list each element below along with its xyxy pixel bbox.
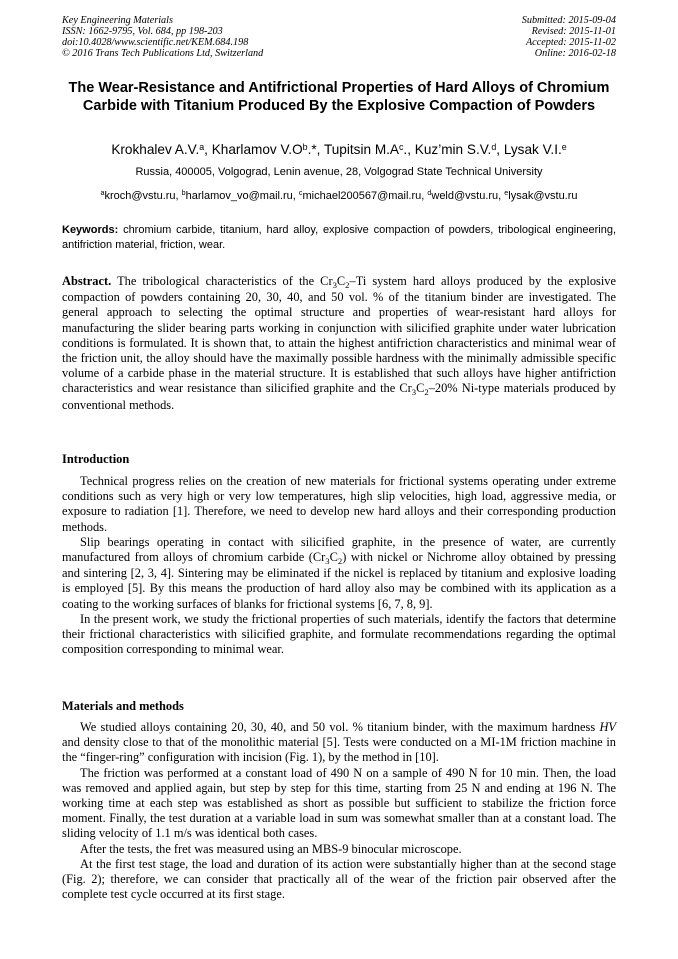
- paragraph-text: C: [329, 550, 338, 565]
- author-sup: e: [561, 141, 567, 152]
- author-sep: .,: [403, 142, 415, 157]
- keywords: [62, 223, 616, 253]
- email-link[interactable]: kroch@vstu.ru,: [104, 190, 182, 202]
- author-name: Kharlamov V.O: [211, 142, 303, 157]
- author-name: Tupitsin M.A: [323, 142, 399, 157]
- email-sup: b: [181, 189, 186, 198]
- author-name: Kuz’min S.V.: [414, 142, 492, 157]
- introduction-heading: Introduction: [62, 452, 130, 466]
- subscript: 2: [345, 279, 350, 290]
- subscript: 2: [424, 387, 429, 398]
- abstract-label: Abstract.: [62, 274, 112, 288]
- corresponding-mark: .*: [307, 142, 317, 157]
- paragraph-text: Slip bearings operating in contact with silicified graphite, in the presence of water, are currently manufactured from alloys of chromium carbide (Cr: [62, 534, 616, 565]
- email-sup: e: [504, 189, 509, 198]
- paragraph: In the present work, we study the frictional properties of such materials, identify the factors that determine their frictional characteristics with silicified graphite, and formulate recommendations regarding the optimal composition corresponding to minimal wear.: [62, 611, 616, 657]
- paragraph: The friction was performed at a constant load of 490 N on a sample of 490 N for 10 min. Then, the load was removed and applied again, but step by step for this time, starting from 25 N and ending at 196 N. The working time at each step was established as short as possible but sufficient to stabilize the friction force moment. Finally, the test duration at a variable load in sum was somewhat smaller than at a constant load. The sliding velocity of 1.1 m/s was identical both cases.: [62, 765, 616, 841]
- paragraph: After the tests, the fret was measured using an MBS-9 binocular microscope.: [80, 841, 462, 856]
- email-link[interactable]: harlamov_vo@mail.ru,: [185, 190, 299, 202]
- email-list: [40, 189, 638, 204]
- date-accepted: Accepted: 2015-11-02: [525, 37, 616, 48]
- author-list: [40, 141, 638, 160]
- abstract-text: The tribological characteristics of the Cr: [117, 274, 333, 288]
- journal-header: [62, 15, 263, 59]
- author-sep: ,: [496, 142, 504, 157]
- abstract: [62, 274, 616, 413]
- paragraph: [62, 720, 616, 766]
- author-sep: ,: [204, 142, 212, 157]
- abstract-text: C: [416, 381, 425, 396]
- journal-issn: ISSN: 1662-9795, Vol. 684, pp 198-203: [62, 26, 223, 37]
- abstract-text: –20% Ni-type materials produced by conventional methods.: [62, 381, 616, 412]
- keywords-label: Keywords:: [62, 224, 119, 236]
- author-sup: a: [199, 141, 205, 152]
- author-sup: b: [302, 141, 308, 152]
- date-online: Online: 2016-02-18: [534, 48, 616, 59]
- paper-title: The Wear-Resistance and Antifrictional Properties of Hard Alloys of Chromium Carbide with Titanium Produced By the Explosive Compaction of Powders: [68, 80, 610, 114]
- subscript: 2: [337, 555, 343, 566]
- email-link[interactable]: lysak@vstu.ru: [508, 190, 578, 202]
- introduction-body: [62, 474, 616, 657]
- methods-heading: Materials and methods: [62, 699, 184, 713]
- paragraph-text: We studied alloys containing 20, 30, 40, and 50 vol. % titanium binder, with the maximum hardness: [80, 720, 600, 734]
- journal-doi: doi:10.4028/www.scientific.net/KEM.684.198: [62, 37, 249, 48]
- email-link[interactable]: weld@vstu.ru,: [431, 190, 505, 202]
- abstract-text: C: [336, 274, 346, 288]
- subscript: 3: [332, 279, 337, 290]
- paragraph: At the first test stage, the load and duration of its action were substantially higher than at the second stage (Fig. 2); therefore, we can consider that practically all of the wear of the friction pair observed after the complete test cycle occurred at its first stage.: [62, 856, 616, 902]
- author-sup: d: [491, 141, 497, 152]
- journal-copyright: © 2016 Trans Tech Publications Ltd, Switzerland: [62, 48, 264, 59]
- keywords-text: chromium carbide, titanium, hard alloy, explosive compaction of powders, tribological engineering, antifriction material, friction, wear.: [62, 224, 617, 251]
- subscript: 3: [325, 555, 330, 566]
- date-submitted: Submitted: 2015-09-04: [521, 15, 616, 26]
- abstract-text: –Ti system hard alloys produced by the explosive compaction of powders containing 20, 30, 40, and 50 vol. % of the titanium binder are investigated. The general approach to selecting the optimal structure and properties of wear-resistant hard alloys for manufacturing the slider bearing parts working in conjunction with silicified graphite under water lubrication conditions is formulated. It is shown that, to attain the highest antifriction characteristics and minimal wear of the friction unit, the alloy should have the maximally possible hardness with the minimally admissible specific volume of a carbide phase in the material structure. It is established that such alloys have higher antifriction characteristics and wear resistance than silicified graphite and the Cr: [62, 274, 616, 396]
- author-sup: c: [399, 141, 404, 152]
- email-sup: c: [298, 189, 303, 198]
- paragraph-text: ) with nickel or Nichrome alloy obtained by pressing and sintering [2, 3, 4]. Sintering may be eliminated if the nickel is replaced by titanium and explosive loading is employed [5]. By this means the production of hard alloy also may be combined with its application as a coating to the working surfaces of blanks for frictional systems [6, 7, 8, 9].: [62, 550, 616, 611]
- email-link[interactable]: michael200567@mail.ru,: [302, 190, 428, 202]
- date-revised: Revised: 2015-11-01: [531, 26, 616, 37]
- paragraph: Technical progress relies on the creation of new materials for frictional systems operating under extreme conditions such as very high or very low temperatures, high slip velocities, high load, aggressive media, or exposure to radiation [1]. Therefore, we need to develop new hard alloys and their corresponding production methods.: [62, 474, 616, 534]
- author-name: Lysak V.I.: [503, 142, 562, 157]
- author-sep: ,: [316, 142, 324, 157]
- dates-header: [522, 15, 616, 59]
- author-name: Krokhalev A.V.: [111, 142, 200, 157]
- hardness-symbol: HV: [599, 720, 616, 734]
- email-sup: a: [100, 189, 105, 198]
- paragraph-text: and density close to that of the monolithic material [5]. Tests were conducted on a MI-1M friction machine in the “finger-ring” configuration with incision (Fig. 1), by the method in [10].: [62, 735, 616, 765]
- journal-name: Key Engineering Materials: [62, 15, 173, 26]
- email-sup: d: [427, 189, 432, 198]
- affiliation: Russia, 400005, Volgograd, Lenin avenue, 28, Volgograd State Technical University: [135, 166, 543, 178]
- paragraph: [62, 535, 616, 612]
- methods-body: [62, 720, 616, 902]
- subscript: 3: [411, 387, 417, 398]
